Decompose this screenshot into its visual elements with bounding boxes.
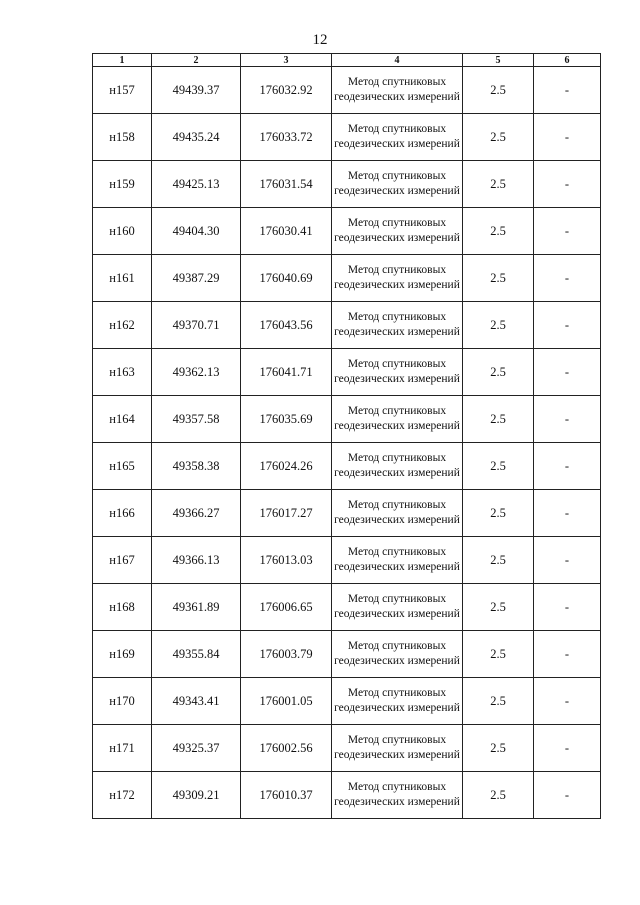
y-coordinate-cell: 176003.79 <box>241 631 332 678</box>
table-row <box>93 349 601 396</box>
note-cell: - <box>534 443 601 490</box>
accuracy-cell: 2.5 <box>463 302 534 349</box>
note-cell: - <box>534 161 601 208</box>
x-coordinate-cell: 49439.37 <box>152 67 241 114</box>
accuracy-cell: 2.5 <box>463 161 534 208</box>
method-cell: Метод спутниковых геодезических измерений <box>332 255 463 302</box>
accuracy-cell: 2.5 <box>463 208 534 255</box>
table-row <box>93 537 601 584</box>
method-cell: Метод спутниковых геодезических измерений <box>332 349 463 396</box>
table-row <box>93 67 601 114</box>
table-row <box>93 584 601 631</box>
note-cell: - <box>534 584 601 631</box>
accuracy-cell: 2.5 <box>463 584 534 631</box>
accuracy-cell: 2.5 <box>463 396 534 443</box>
accuracy-cell: 2.5 <box>463 772 534 819</box>
y-coordinate-cell: 176032.92 <box>241 67 332 114</box>
accuracy-cell: 2.5 <box>463 255 534 302</box>
header-col-5: 5 <box>463 54 534 67</box>
page-number: 12 <box>312 32 328 48</box>
y-coordinate-cell: 176031.54 <box>241 161 332 208</box>
y-coordinate-cell: 176010.37 <box>241 772 332 819</box>
point-cell: н170 <box>93 678 152 725</box>
method-cell: Метод спутниковых геодезических измерений <box>332 490 463 537</box>
x-coordinate-cell: 49435.24 <box>152 114 241 161</box>
accuracy-cell: 2.5 <box>463 631 534 678</box>
x-coordinate-cell: 49355.84 <box>152 631 241 678</box>
y-coordinate-cell: 176043.56 <box>241 302 332 349</box>
header-col-6: 6 <box>534 54 601 67</box>
method-cell: Метод спутниковых геодезических измерений <box>332 67 463 114</box>
y-coordinate-cell: 176001.05 <box>241 678 332 725</box>
note-cell: - <box>534 678 601 725</box>
method-cell: Метод спутниковых геодезических измерений <box>332 114 463 161</box>
y-coordinate-cell: 176041.71 <box>241 349 332 396</box>
method-cell: Метод спутниковых геодезических измерений <box>332 208 463 255</box>
note-cell: - <box>534 490 601 537</box>
point-cell: н165 <box>93 443 152 490</box>
note-cell: - <box>534 302 601 349</box>
accuracy-cell: 2.5 <box>463 678 534 725</box>
x-coordinate-cell: 49366.27 <box>152 490 241 537</box>
y-coordinate-cell: 176035.69 <box>241 396 332 443</box>
table-header <box>93 54 601 67</box>
note-cell: - <box>534 114 601 161</box>
point-cell: н157 <box>93 67 152 114</box>
point-cell: н166 <box>93 490 152 537</box>
x-coordinate-cell: 49309.21 <box>152 772 241 819</box>
y-coordinate-cell: 176040.69 <box>241 255 332 302</box>
y-coordinate-cell: 176013.03 <box>241 537 332 584</box>
note-cell: - <box>534 537 601 584</box>
x-coordinate-cell: 49358.38 <box>152 443 241 490</box>
table-row <box>93 443 601 490</box>
point-cell: н164 <box>93 396 152 443</box>
note-cell: - <box>534 255 601 302</box>
accuracy-cell: 2.5 <box>463 67 534 114</box>
method-cell: Метод спутниковых геодезических измерений <box>332 537 463 584</box>
method-cell: Метод спутниковых геодезических измерений <box>332 678 463 725</box>
table-row <box>93 302 601 349</box>
method-cell: Метод спутниковых геодезических измерений <box>332 161 463 208</box>
method-cell: Метод спутниковых геодезических измерений <box>332 302 463 349</box>
y-coordinate-cell: 176030.41 <box>241 208 332 255</box>
table-body <box>93 67 601 819</box>
point-cell: н160 <box>93 208 152 255</box>
method-cell: Метод спутниковых геодезических измерений <box>332 631 463 678</box>
table-row <box>93 161 601 208</box>
point-cell: н158 <box>93 114 152 161</box>
y-coordinate-cell: 176006.65 <box>241 584 332 631</box>
y-coordinate-cell: 176002.56 <box>241 725 332 772</box>
header-col-2: 2 <box>152 54 241 67</box>
x-coordinate-cell: 49425.13 <box>152 161 241 208</box>
accuracy-cell: 2.5 <box>463 537 534 584</box>
x-coordinate-cell: 49325.37 <box>152 725 241 772</box>
x-coordinate-cell: 49343.41 <box>152 678 241 725</box>
point-cell: н169 <box>93 631 152 678</box>
header-col-1: 1 <box>93 54 152 67</box>
point-cell: н168 <box>93 584 152 631</box>
header-col-4: 4 <box>332 54 463 67</box>
table-row <box>93 255 601 302</box>
note-cell: - <box>534 208 601 255</box>
x-coordinate-cell: 49370.71 <box>152 302 241 349</box>
point-cell: н161 <box>93 255 152 302</box>
header-row <box>93 54 601 67</box>
y-coordinate-cell: 176033.72 <box>241 114 332 161</box>
method-cell: Метод спутниковых геодезических измерений <box>332 725 463 772</box>
x-coordinate-cell: 49366.13 <box>152 537 241 584</box>
table-row <box>93 631 601 678</box>
accuracy-cell: 2.5 <box>463 490 534 537</box>
note-cell: - <box>534 396 601 443</box>
point-cell: н159 <box>93 161 152 208</box>
x-coordinate-cell: 49361.89 <box>152 584 241 631</box>
y-coordinate-cell: 176024.26 <box>241 443 332 490</box>
accuracy-cell: 2.5 <box>463 725 534 772</box>
note-cell: - <box>534 67 601 114</box>
table-row <box>93 208 601 255</box>
point-cell: н171 <box>93 725 152 772</box>
method-cell: Метод спутниковых геодезических измерений <box>332 443 463 490</box>
table-row <box>93 114 601 161</box>
x-coordinate-cell: 49362.13 <box>152 349 241 396</box>
x-coordinate-cell: 49404.30 <box>152 208 241 255</box>
accuracy-cell: 2.5 <box>463 349 534 396</box>
table-row <box>93 725 601 772</box>
point-cell: н172 <box>93 772 152 819</box>
note-cell: - <box>534 772 601 819</box>
note-cell: - <box>534 725 601 772</box>
note-cell: - <box>534 349 601 396</box>
x-coordinate-cell: 49357.58 <box>152 396 241 443</box>
accuracy-cell: 2.5 <box>463 443 534 490</box>
table-row <box>93 772 601 819</box>
method-cell: Метод спутниковых геодезических измерений <box>332 772 463 819</box>
table-row <box>93 490 601 537</box>
table-row <box>93 396 601 443</box>
method-cell: Метод спутниковых геодезических измерений <box>332 584 463 631</box>
accuracy-cell: 2.5 <box>463 114 534 161</box>
y-coordinate-cell: 176017.27 <box>241 490 332 537</box>
point-cell: н163 <box>93 349 152 396</box>
coordinates-table <box>92 53 601 819</box>
x-coordinate-cell: 49387.29 <box>152 255 241 302</box>
note-cell: - <box>534 631 601 678</box>
header-col-3: 3 <box>241 54 332 67</box>
table-row <box>93 678 601 725</box>
point-cell: н167 <box>93 537 152 584</box>
method-cell: Метод спутниковых геодезических измерений <box>332 396 463 443</box>
point-cell: н162 <box>93 302 152 349</box>
